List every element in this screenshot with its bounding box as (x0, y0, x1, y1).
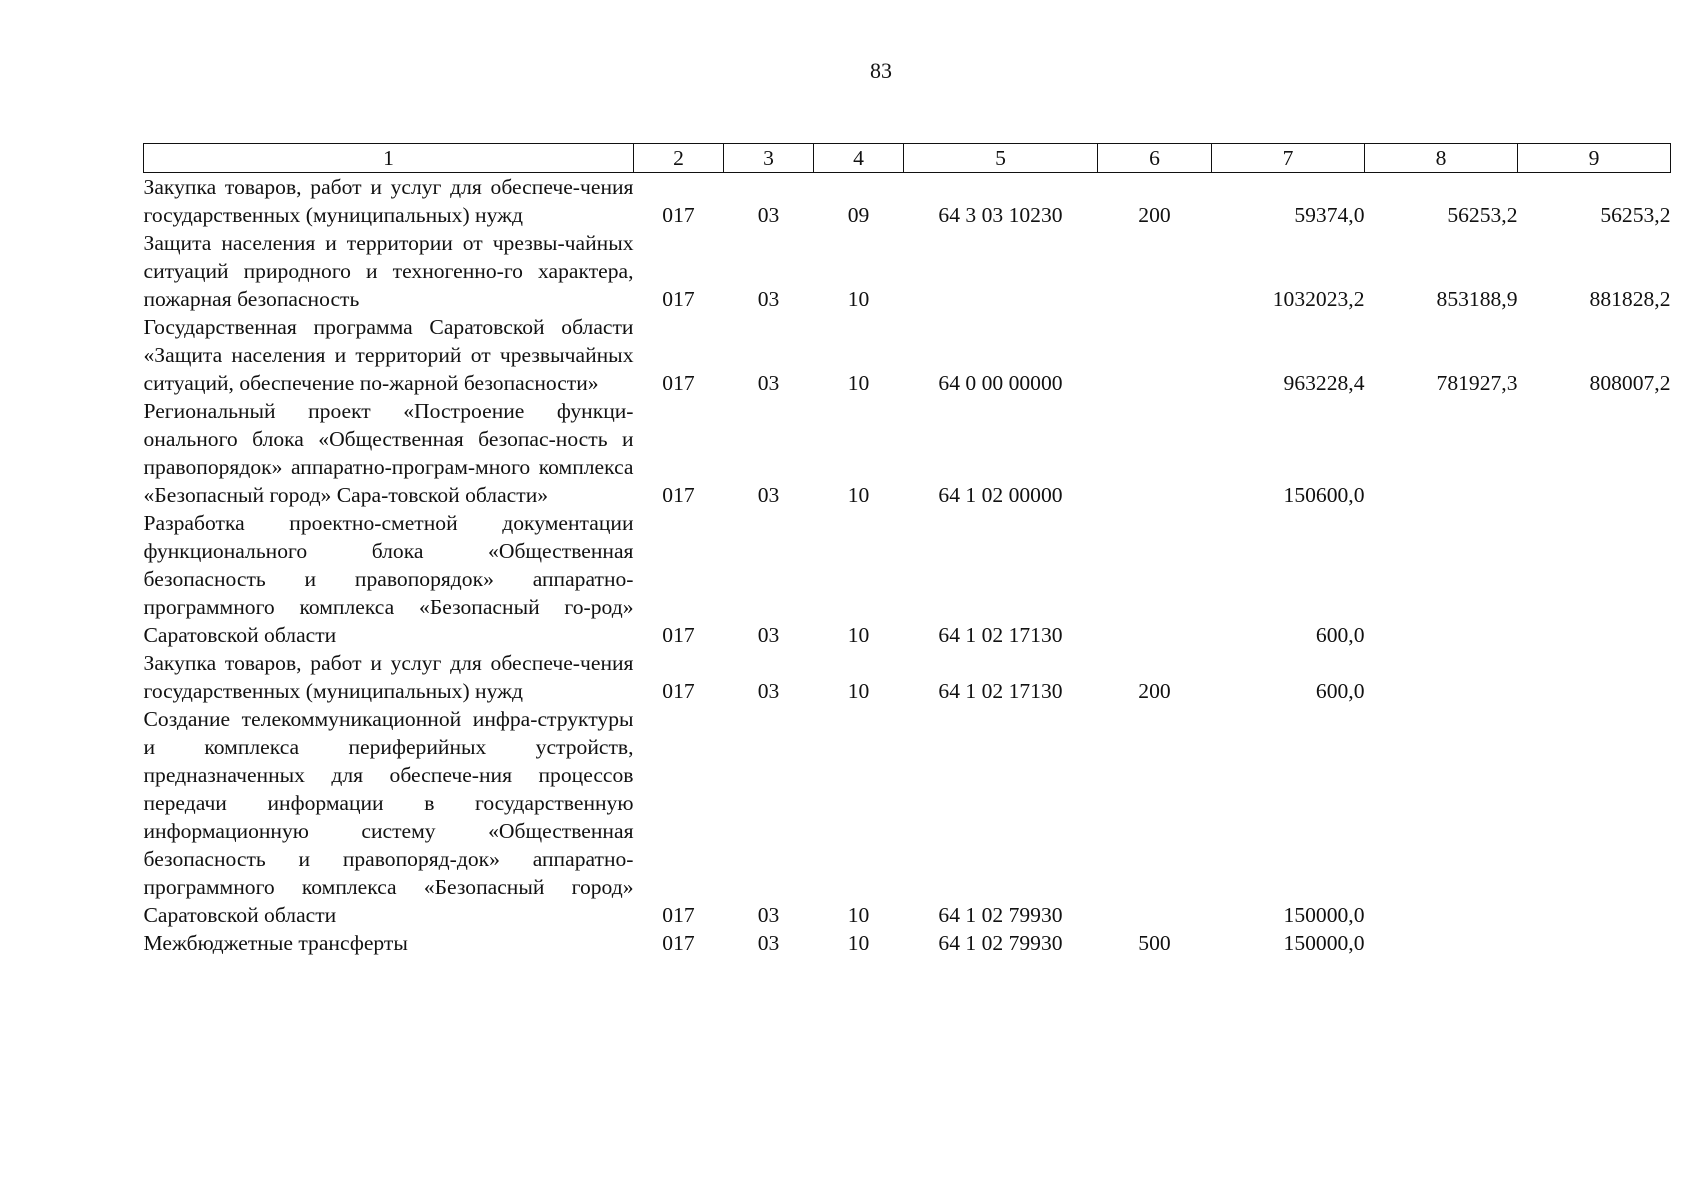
target-article-code: 64 1 02 79930 (938, 903, 1063, 927)
section-code: 03 (757, 287, 780, 311)
amount-col-8 (1365, 705, 1518, 929)
amount-col-7: 150000,0 (1283, 903, 1365, 927)
target-article-code: 64 1 02 17130 (938, 679, 1063, 703)
row-name: Создание телекоммуникационной инфра-структуры и комплекса периферийных устройств, предназначенных для обеспече-ния процессов передачи информации в государственную информационную систему «Общественная безопасность и правопоряд-док» аппаратно-программного комплекса «Безопасный город» Саратовской области (143, 707, 634, 927)
amount-col-8: 781927,3 (1436, 371, 1518, 395)
amount-col-9: 881828,2 (1589, 287, 1671, 311)
amount-col-9 (1518, 397, 1671, 509)
ministry-code: 017 (662, 931, 695, 955)
amount-col-7: 59374,0 (1294, 203, 1365, 227)
amount-col-7: 600,0 (1315, 623, 1365, 647)
page-number: 83 (870, 58, 892, 83)
column-number-header-row (144, 144, 1671, 173)
row-name: Межбюджетные трансферты (143, 931, 408, 955)
column-header: 7 (1212, 144, 1365, 173)
table-row (144, 509, 1671, 649)
expense-type-code (1098, 397, 1212, 509)
row-name: Закупка товаров, работ и услуг для обеспече-чения государственных (муниципальных) нужд (143, 175, 634, 227)
section-code: 03 (757, 679, 780, 703)
budget-table (143, 143, 1671, 957)
amount-col-7: 1032023,2 (1272, 287, 1365, 311)
amount-col-9 (1518, 705, 1671, 929)
target-article-code: 64 1 02 17130 (938, 623, 1063, 647)
subsection-code: 10 (847, 903, 870, 927)
subsection-code: 09 (847, 203, 870, 227)
expense-type-code: 200 (1138, 203, 1171, 227)
column-header: 6 (1098, 144, 1212, 173)
amount-col-8 (1365, 929, 1518, 957)
subsection-code: 10 (847, 371, 870, 395)
amount-col-7: 150600,0 (1283, 483, 1365, 507)
expense-type-code (1098, 229, 1212, 313)
subsection-code: 10 (847, 623, 870, 647)
amount-col-8 (1365, 649, 1518, 705)
expense-type-code (1098, 313, 1212, 397)
table-row (144, 705, 1671, 929)
table-row (144, 229, 1671, 313)
row-name: Закупка товаров, работ и услуг для обеспече-чения государственных (муниципальных) нужд (143, 651, 634, 703)
row-name: Региональный проект «Построение функци-онального блока «Общественная безопас-ность и правопорядок» аппаратно-програм-много комплекса «Безопасный город» Сара-товской области» (143, 399, 634, 507)
row-name: Разработка проектно-сметной документации функционального блока «Общественная безопасность и правопорядок» аппаратно-программного комплекса «Безопасный го-род» Саратовской области (143, 511, 634, 647)
table-row (144, 649, 1671, 705)
subsection-code: 10 (847, 483, 870, 507)
ministry-code: 017 (662, 623, 695, 647)
amount-col-9 (1518, 929, 1671, 957)
ministry-code: 017 (662, 287, 695, 311)
table-row (144, 397, 1671, 509)
amount-col-9: 56253,2 (1600, 203, 1671, 227)
section-code: 03 (757, 203, 780, 227)
expense-type-code: 200 (1138, 679, 1171, 703)
amount-col-9: 808007,2 (1589, 371, 1671, 395)
amount-col-8: 56253,2 (1447, 203, 1518, 227)
target-article-code (904, 229, 1098, 313)
section-code: 03 (757, 623, 780, 647)
ministry-code: 017 (662, 483, 695, 507)
column-header: 5 (904, 144, 1098, 173)
ministry-code: 017 (662, 371, 695, 395)
amount-col-8 (1365, 397, 1518, 509)
amount-col-7: 600,0 (1315, 679, 1365, 703)
section-code: 03 (757, 903, 780, 927)
column-header: 8 (1365, 144, 1518, 173)
table-row (144, 929, 1671, 957)
ministry-code: 017 (662, 679, 695, 703)
expense-type-code (1098, 509, 1212, 649)
subsection-code: 10 (847, 679, 870, 703)
target-article-code: 64 1 02 79930 (938, 931, 1063, 955)
subsection-code: 10 (847, 287, 870, 311)
row-name: Защита населения и территории от чрезвы-чайных ситуаций природного и техногенно-го характера, пожарная безопасность (143, 231, 634, 311)
column-header: 9 (1518, 144, 1671, 173)
target-article-code: 64 1 02 00000 (938, 483, 1063, 507)
table-row (144, 313, 1671, 397)
column-header: 4 (814, 144, 904, 173)
section-code: 03 (757, 371, 780, 395)
expense-type-code (1098, 705, 1212, 929)
column-header: 2 (634, 144, 724, 173)
subsection-code: 10 (847, 931, 870, 955)
column-header: 3 (724, 144, 814, 173)
expense-type-code: 500 (1138, 931, 1171, 955)
amount-col-8 (1365, 509, 1518, 649)
amount-col-8: 853188,9 (1436, 287, 1518, 311)
table-row (144, 173, 1671, 230)
column-header: 1 (144, 144, 634, 173)
section-code: 03 (757, 931, 780, 955)
section-code: 03 (757, 483, 780, 507)
amount-col-9 (1518, 649, 1671, 705)
target-article-code: 64 3 03 10230 (938, 203, 1063, 227)
amount-col-9 (1518, 509, 1671, 649)
amount-col-7: 150000,0 (1283, 931, 1365, 955)
row-name: Государственная программа Саратовской области «Защита населения и территорий от чрезвычайных ситуаций, обеспечение по-жарной безопасности» (143, 315, 634, 395)
ministry-code: 017 (662, 903, 695, 927)
amount-col-7: 963228,4 (1283, 371, 1365, 395)
target-article-code: 64 0 00 00000 (938, 371, 1063, 395)
ministry-code: 017 (662, 203, 695, 227)
